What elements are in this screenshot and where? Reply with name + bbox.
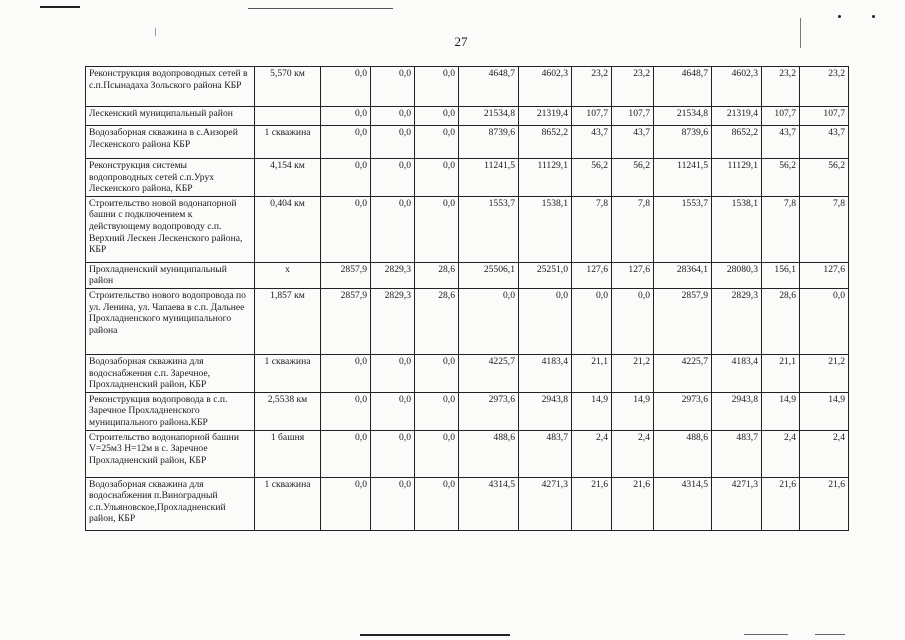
- row-unit-cell: 5,570 км: [255, 67, 321, 107]
- row-value-cell: 2829,3: [712, 288, 762, 354]
- row-value-cell: 0,0: [321, 430, 371, 477]
- row-value-cell: 2973,6: [459, 392, 519, 430]
- row-value-cell: 4314,5: [654, 477, 712, 530]
- row-value-cell: 0,0: [415, 159, 459, 197]
- row-unit-cell: 4,154 км: [255, 159, 321, 197]
- row-value-cell: 0,0: [321, 477, 371, 530]
- page-number: 27: [454, 34, 468, 49]
- row-value-cell: 127,6: [800, 262, 849, 288]
- row-value-cell: 4602,3: [712, 67, 762, 107]
- row-name-cell: Прохладненский муниципальный район: [86, 262, 255, 288]
- row-name-cell: Водозаборная скважина в с.Анзорей Лескенского района КБР: [86, 126, 255, 159]
- row-value-cell: 2,4: [612, 430, 654, 477]
- row-value-cell: 107,7: [800, 107, 849, 126]
- row-value-cell: 14,9: [612, 392, 654, 430]
- row-value-cell: 21,6: [612, 477, 654, 530]
- row-value-cell: 488,6: [459, 430, 519, 477]
- row-value-cell: 483,7: [712, 430, 762, 477]
- row-value-cell: 4602,3: [519, 67, 572, 107]
- row-value-cell: 1538,1: [712, 196, 762, 262]
- row-value-cell: 0,0: [415, 430, 459, 477]
- row-value-cell: 0,0: [371, 392, 415, 430]
- row-value-cell: 28,6: [762, 288, 800, 354]
- table-row: [86, 67, 849, 107]
- row-value-cell: 7,8: [572, 196, 612, 262]
- row-unit-cell: 1 скважина: [255, 126, 321, 159]
- row-value-cell: 127,6: [612, 262, 654, 288]
- row-value-cell: 4314,5: [459, 477, 519, 530]
- row-value-cell: 0,0: [415, 196, 459, 262]
- row-value-cell: 23,2: [612, 67, 654, 107]
- table-row: [86, 354, 849, 392]
- row-value-cell: 0,0: [572, 288, 612, 354]
- row-value-cell: 11241,5: [654, 159, 712, 197]
- row-unit-cell: 1 башня: [255, 430, 321, 477]
- row-value-cell: 0,0: [415, 107, 459, 126]
- table-row: [86, 288, 849, 354]
- row-value-cell: 0,0: [519, 288, 572, 354]
- row-name-cell: Реконструкция водопроводных сетей в с.п.Псынадаха Зольского района КБР: [86, 67, 255, 107]
- table-row: [86, 196, 849, 262]
- row-value-cell: 0,0: [371, 354, 415, 392]
- row-unit-cell: 2,5538 км: [255, 392, 321, 430]
- row-name-cell: Лескенский муниципальный район: [86, 107, 255, 126]
- row-value-cell: 7,8: [762, 196, 800, 262]
- row-value-cell: 127,6: [572, 262, 612, 288]
- row-value-cell: 1553,7: [459, 196, 519, 262]
- scan-artifact: [360, 634, 510, 636]
- row-value-cell: 43,7: [572, 126, 612, 159]
- row-unit-cell: [255, 107, 321, 126]
- row-value-cell: 43,7: [612, 126, 654, 159]
- row-value-cell: 8652,2: [519, 126, 572, 159]
- row-value-cell: 14,9: [762, 392, 800, 430]
- table-row: [86, 477, 849, 530]
- scan-artifact: [815, 634, 845, 635]
- row-value-cell: 0,0: [415, 392, 459, 430]
- row-value-cell: 4271,3: [712, 477, 762, 530]
- row-value-cell: 11129,1: [712, 159, 762, 197]
- row-value-cell: 14,9: [800, 392, 849, 430]
- row-value-cell: 0,0: [800, 288, 849, 354]
- row-value-cell: 21,1: [572, 354, 612, 392]
- row-value-cell: 21319,4: [712, 107, 762, 126]
- row-value-cell: 0,0: [415, 354, 459, 392]
- table-row: [86, 107, 849, 126]
- row-value-cell: 4271,3: [519, 477, 572, 530]
- row-value-cell: 483,7: [519, 430, 572, 477]
- row-value-cell: 0,0: [415, 67, 459, 107]
- row-value-cell: 1553,7: [654, 196, 712, 262]
- row-name-cell: Водозаборная скважина для водоснабжения с.п. Заречное, Прохладненский район, КБР: [86, 354, 255, 392]
- row-unit-cell: 1,857 км: [255, 288, 321, 354]
- row-value-cell: 7,8: [800, 196, 849, 262]
- row-value-cell: 4183,4: [712, 354, 762, 392]
- row-value-cell: 23,2: [800, 67, 849, 107]
- row-value-cell: 2943,8: [519, 392, 572, 430]
- row-value-cell: 21,1: [762, 354, 800, 392]
- row-value-cell: 56,2: [612, 159, 654, 197]
- row-value-cell: 2,4: [762, 430, 800, 477]
- row-value-cell: 28,6: [415, 288, 459, 354]
- row-value-cell: 0,0: [371, 159, 415, 197]
- data-table: [85, 66, 849, 531]
- row-value-cell: 0,0: [321, 159, 371, 197]
- row-value-cell: 4225,7: [459, 354, 519, 392]
- row-name-cell: Строительство нового водопровода по ул. Ленина, ул. Чапаева в с.п. Дальнее Прохладненского муниципального района: [86, 288, 255, 354]
- row-value-cell: 21534,8: [654, 107, 712, 126]
- row-value-cell: 43,7: [800, 126, 849, 159]
- row-value-cell: 28,6: [415, 262, 459, 288]
- row-value-cell: 28080,3: [712, 262, 762, 288]
- row-value-cell: 56,2: [762, 159, 800, 197]
- row-value-cell: 0,0: [459, 288, 519, 354]
- row-value-cell: 4648,7: [459, 67, 519, 107]
- row-value-cell: 0,0: [371, 196, 415, 262]
- row-value-cell: 56,2: [800, 159, 849, 197]
- scan-artifact: [248, 8, 393, 9]
- row-value-cell: 2943,8: [712, 392, 762, 430]
- row-value-cell: 2857,9: [321, 262, 371, 288]
- scan-artifact: [40, 6, 80, 8]
- row-value-cell: 107,7: [762, 107, 800, 126]
- row-value-cell: 0,0: [321, 392, 371, 430]
- table-row: [86, 392, 849, 430]
- row-value-cell: 0,0: [612, 288, 654, 354]
- row-value-cell: 2829,3: [371, 262, 415, 288]
- row-value-cell: 0,0: [321, 126, 371, 159]
- row-value-cell: 107,7: [612, 107, 654, 126]
- row-value-cell: 2,4: [572, 430, 612, 477]
- row-value-cell: 0,0: [415, 477, 459, 530]
- row-value-cell: 488,6: [654, 430, 712, 477]
- row-unit-cell: х: [255, 262, 321, 288]
- row-unit-cell: 1 скважина: [255, 477, 321, 530]
- row-value-cell: 2857,9: [321, 288, 371, 354]
- row-value-cell: 21,2: [800, 354, 849, 392]
- row-value-cell: 107,7: [572, 107, 612, 126]
- row-value-cell: 43,7: [762, 126, 800, 159]
- scan-artifact: [744, 634, 788, 635]
- row-value-cell: 8739,6: [654, 126, 712, 159]
- row-value-cell: 0,0: [371, 107, 415, 126]
- row-value-cell: 25251,0: [519, 262, 572, 288]
- scan-artifact: [872, 15, 875, 18]
- row-value-cell: 11129,1: [519, 159, 572, 197]
- row-value-cell: 21319,4: [519, 107, 572, 126]
- row-value-cell: 23,2: [572, 67, 612, 107]
- row-name-cell: Строительство водонапорной башни V=25м3 Н=12м в с. Заречное Прохладненский район, КБР: [86, 430, 255, 477]
- table-row: [86, 159, 849, 197]
- row-value-cell: 8652,2: [712, 126, 762, 159]
- row-name-cell: Строительство новой водонапорной башни с подключением к действующему водопроводу с.п. Верхний Лескен Лескенского района, КБР: [86, 196, 255, 262]
- row-value-cell: 0,0: [371, 477, 415, 530]
- row-value-cell: 0,0: [371, 430, 415, 477]
- row-unit-cell: 1 скважина: [255, 354, 321, 392]
- scan-artifact: [838, 15, 841, 18]
- row-value-cell: 21,6: [572, 477, 612, 530]
- row-value-cell: 7,8: [612, 196, 654, 262]
- row-name-cell: Реконструкция системы водопроводных сетей с.п.Урух Лескенского района, КБР: [86, 159, 255, 197]
- scan-artifact: [800, 18, 801, 48]
- row-value-cell: 2,4: [800, 430, 849, 477]
- row-value-cell: 11241,5: [459, 159, 519, 197]
- table-row: [86, 262, 849, 288]
- row-value-cell: 21,2: [612, 354, 654, 392]
- row-value-cell: 0,0: [321, 196, 371, 262]
- row-value-cell: 21534,8: [459, 107, 519, 126]
- row-value-cell: 0,0: [371, 126, 415, 159]
- row-name-cell: Реконструкция водопровода в с.п. Заречное Прохладненского муниципального района.КБР: [86, 392, 255, 430]
- row-value-cell: 0,0: [321, 354, 371, 392]
- scan-artifact: [155, 28, 156, 36]
- row-value-cell: 4225,7: [654, 354, 712, 392]
- row-value-cell: 156,1: [762, 262, 800, 288]
- row-value-cell: 0,0: [415, 126, 459, 159]
- row-value-cell: 1538,1: [519, 196, 572, 262]
- row-value-cell: 8739,6: [459, 126, 519, 159]
- row-value-cell: 2973,6: [654, 392, 712, 430]
- row-value-cell: 2829,3: [371, 288, 415, 354]
- row-value-cell: 0,0: [321, 67, 371, 107]
- row-unit-cell: 0,404 км: [255, 196, 321, 262]
- row-value-cell: 25506,1: [459, 262, 519, 288]
- table-row: [86, 430, 849, 477]
- row-value-cell: 14,9: [572, 392, 612, 430]
- row-value-cell: 28364,1: [654, 262, 712, 288]
- row-value-cell: 2857,9: [654, 288, 712, 354]
- row-value-cell: 4183,4: [519, 354, 572, 392]
- row-value-cell: 21,6: [762, 477, 800, 530]
- row-value-cell: 23,2: [762, 67, 800, 107]
- table-row: [86, 126, 849, 159]
- row-value-cell: 0,0: [371, 67, 415, 107]
- row-value-cell: 4648,7: [654, 67, 712, 107]
- row-value-cell: 21,6: [800, 477, 849, 530]
- row-value-cell: 56,2: [572, 159, 612, 197]
- row-name-cell: Водозаборная скважина для водоснабжения п.Виноградный с.п.Ульяновское,Прохладненский район, КБР: [86, 477, 255, 530]
- row-value-cell: 0,0: [321, 107, 371, 126]
